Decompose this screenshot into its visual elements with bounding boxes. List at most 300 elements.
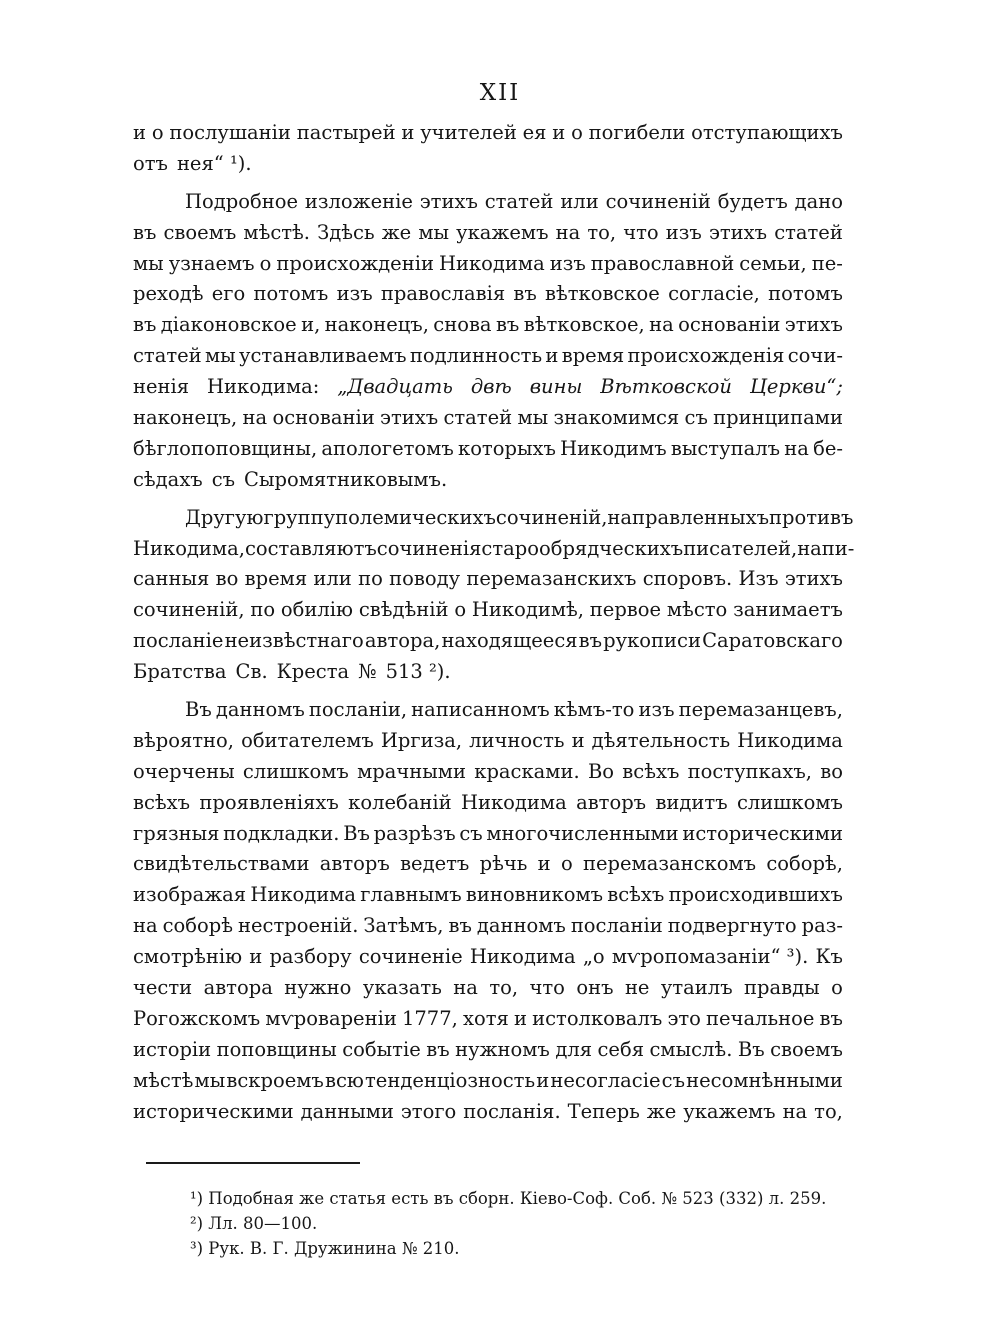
word: данномъ (215, 698, 305, 722)
word: тенденціозность (365, 1068, 536, 1092)
word: автора (203, 976, 273, 1000)
word: направленныхъ (607, 505, 769, 529)
word: ненія (133, 375, 190, 399)
word: на (133, 914, 158, 938)
word: узнаемъ (168, 251, 255, 275)
text-line (133, 788, 843, 819)
text-line (133, 626, 843, 657)
word: послушаніи (169, 121, 291, 144)
word: мѵровареніи (265, 1006, 397, 1030)
word: выступалъ (670, 436, 780, 460)
word: этихъ (784, 313, 843, 337)
word: по (358, 567, 383, 591)
word: Подробное (185, 189, 298, 213)
word: реходѣ (133, 282, 204, 306)
word: подвергнуто (667, 914, 797, 938)
text-line (133, 564, 843, 595)
word: поповщины (216, 1037, 337, 1061)
word: принципами (713, 406, 843, 430)
word: на (649, 313, 674, 337)
word: изъ (665, 220, 702, 244)
word: этого (400, 1099, 457, 1123)
word: отъ (133, 151, 168, 175)
word: съ (459, 821, 483, 845)
word: въ (426, 1037, 450, 1061)
word: занимаетъ (733, 598, 843, 622)
word: посланія. (463, 1099, 561, 1123)
word: дано (794, 189, 843, 213)
word: свидѣтельствами (133, 852, 310, 876)
word: колебаній (348, 790, 452, 814)
word: Иргиза, (380, 728, 463, 752)
word: и, (301, 313, 321, 337)
word: составляютъ (244, 536, 377, 560)
word: Теперь (567, 1099, 640, 1123)
word: смыслѣ. (649, 1037, 733, 1061)
paragraph-gap (133, 688, 843, 695)
footnote (190, 1186, 850, 1211)
text-line (133, 726, 843, 757)
word: основаніи (272, 406, 375, 430)
text-line (133, 757, 843, 788)
word: чести (133, 976, 193, 1000)
word: Никодима (469, 945, 576, 969)
text-line (133, 973, 843, 1004)
word: Въ (343, 821, 370, 845)
word: и (133, 121, 146, 144)
word: нужно (284, 976, 352, 1000)
word: о (571, 121, 583, 144)
word: православной (590, 251, 735, 275)
word: Никодима (250, 883, 357, 907)
word: 1777, (401, 1006, 458, 1030)
word: о (454, 598, 467, 622)
word: писателей, (683, 536, 798, 560)
word: красками. (474, 759, 580, 783)
word: 513 ²). (385, 660, 451, 684)
word: на (784, 436, 809, 460)
word: находящееся (441, 629, 578, 653)
word: сочиненія (376, 536, 482, 560)
word: пе- (811, 251, 843, 275)
word: своемъ (770, 1037, 843, 1061)
word: же (646, 1099, 677, 1123)
text-line (133, 187, 843, 218)
text-line (133, 310, 843, 341)
word: Никодима (438, 251, 545, 275)
word: мрачными (357, 759, 466, 783)
word: разбору (269, 945, 352, 969)
word: отступающихъ (691, 121, 843, 144)
text-line (133, 595, 843, 626)
text-line (133, 118, 843, 149)
word: рукописи (603, 629, 701, 653)
word: „Двадцать (337, 375, 453, 399)
word: Креста (276, 660, 350, 684)
word: статей (484, 189, 554, 213)
word: ведетъ (400, 852, 470, 876)
word: время (561, 344, 625, 368)
word: согласіе, (668, 282, 760, 306)
word: бе- (813, 436, 843, 460)
word: мѵропомазаніи“ ³). (611, 945, 809, 969)
word: и (249, 945, 263, 969)
word: діаконовское (160, 313, 297, 337)
word: наконецъ, (324, 313, 429, 337)
word: потомъ (768, 282, 843, 306)
word: на (453, 976, 478, 1000)
word: очерчены (133, 759, 235, 783)
word: въ (133, 313, 157, 337)
footnote (190, 1211, 850, 1236)
word: съ (211, 467, 236, 491)
text-line (133, 849, 843, 880)
word: грязныя (133, 821, 220, 845)
word: онъ (576, 976, 614, 1000)
word: въ (578, 629, 603, 653)
word: споровъ. (642, 567, 733, 591)
word: Никодима (460, 790, 567, 814)
paragraph (133, 187, 843, 496)
word: Сыромятниковымъ. (244, 467, 448, 491)
word: Рогожскомъ (133, 1006, 261, 1030)
word: подкладки. (223, 821, 340, 845)
text-line (133, 434, 843, 465)
word: обитателемъ (241, 728, 374, 752)
word: не (624, 976, 650, 1000)
word: что (529, 976, 565, 1000)
word: соборѣ (162, 914, 233, 938)
word: всѣхъ (133, 790, 191, 814)
word: перемазанцевъ, (678, 698, 843, 722)
word: рѣчь (479, 852, 528, 876)
word: событіе (342, 1037, 421, 1061)
word: обилію (280, 598, 353, 622)
word: апологетомъ (321, 436, 454, 460)
word: Св. (235, 660, 268, 684)
word: нея“ ¹). (176, 151, 252, 175)
text-line (133, 819, 843, 850)
word: и (571, 728, 585, 752)
word: Никодимѣ, (471, 598, 584, 622)
word: знакомимся (553, 406, 680, 430)
word: сѣдахъ (133, 467, 203, 491)
word: изъ (549, 251, 586, 275)
word: то, (814, 1099, 843, 1123)
word: Изъ (738, 567, 779, 591)
word: Въ (737, 1037, 765, 1061)
word: этихъ (380, 406, 439, 430)
word: посланіе (133, 629, 224, 653)
word: статей (133, 344, 202, 368)
word: всѣхъ (622, 759, 680, 783)
word: нестроеній. (237, 914, 359, 938)
word: ея (522, 121, 547, 144)
word: посланіи (570, 914, 663, 938)
word: изъ (638, 698, 675, 722)
word: историческими (133, 1099, 294, 1123)
word: авторъ (576, 790, 647, 814)
word: о (259, 251, 272, 275)
word: истолковалъ (532, 1006, 663, 1030)
word: въ (513, 282, 537, 306)
paragraph-gap (133, 496, 843, 503)
word: которыхъ (458, 436, 556, 460)
text-line (133, 372, 843, 403)
word: изъ (336, 282, 373, 306)
word: мы (205, 344, 236, 368)
page-body (133, 118, 855, 1128)
word: вѣроятно, (133, 728, 234, 752)
word: главнымъ (360, 883, 462, 907)
word: и (536, 1068, 550, 1092)
word: перемазанскомъ (582, 852, 757, 876)
word: мы (194, 1068, 226, 1092)
paragraph (133, 503, 855, 688)
word: мы (133, 251, 164, 275)
word: сочи- (787, 344, 843, 368)
word: пастырей (296, 121, 396, 144)
word: историческими (682, 821, 843, 845)
word: утаилъ (660, 976, 733, 1000)
word: первое (589, 598, 662, 622)
word: Церкви“; (749, 375, 843, 399)
word: разрѣзъ (373, 821, 456, 845)
word: личность (469, 728, 565, 752)
word: Братства (133, 660, 227, 684)
word: смотрѣнію (133, 945, 243, 969)
text-line (133, 1035, 843, 1066)
word: санныя (133, 567, 210, 591)
word: несомнѣнными (686, 1068, 843, 1092)
word: себя (597, 1037, 645, 1061)
text-line (133, 695, 843, 726)
word: погибели (588, 121, 686, 144)
word: то, (587, 220, 617, 244)
word: и (513, 1006, 527, 1030)
text-line (133, 911, 843, 942)
word: Вѣтковской (600, 375, 732, 399)
word: Затѣмъ, (363, 914, 444, 938)
word: и (401, 121, 415, 144)
text-line (133, 403, 843, 434)
word: укажемъ (683, 1099, 776, 1123)
word: мы (418, 220, 450, 244)
word: сочиненій, (495, 505, 608, 529)
word: и (545, 344, 559, 368)
word: вины (529, 375, 583, 399)
word: потомъ (253, 282, 329, 306)
word: съ (684, 406, 708, 430)
paragraph-gap (133, 180, 843, 187)
word: поступкахъ, (687, 759, 812, 783)
word: статей (443, 406, 513, 430)
word: о (560, 852, 573, 876)
word: своемъ (163, 220, 237, 244)
word: Саратовскаго (702, 629, 843, 653)
word: то, (489, 976, 519, 1000)
word: что (623, 220, 659, 244)
word: подлинность (409, 344, 543, 368)
word: Никодима (737, 728, 843, 752)
word: Никодимъ (560, 436, 667, 460)
word: православія (380, 282, 506, 306)
text-line (133, 942, 843, 973)
word: время (244, 567, 308, 591)
word: данномъ (476, 914, 566, 938)
text-line (133, 341, 843, 372)
word: посланіи, (308, 698, 408, 722)
word: авторъ (319, 852, 390, 876)
word: мѣстѣ. (243, 220, 310, 244)
word: автора, (364, 629, 441, 653)
word: основаніи (678, 313, 781, 337)
word: № (358, 660, 377, 684)
word: данными (300, 1099, 394, 1123)
word: указать (362, 976, 442, 1000)
word: вѣтковское (545, 282, 660, 306)
word: „о (582, 945, 605, 969)
word: проявленіяхъ (199, 790, 339, 814)
text-line (133, 657, 843, 688)
footnote-mark: ³) (190, 1239, 204, 1258)
word: Въ (185, 698, 212, 722)
word: слишкомъ (737, 790, 843, 814)
word: Къ (815, 945, 843, 969)
text-line (133, 465, 843, 496)
word: Здѣсь (317, 220, 375, 244)
word: для (555, 1037, 593, 1061)
word: въ (133, 220, 157, 244)
word: сочиненій, (133, 598, 245, 622)
word: изложеніе (304, 189, 413, 213)
word: правды (744, 976, 820, 1000)
word: поводу (389, 567, 461, 591)
word: вскроемъ (226, 1068, 324, 1092)
word: вѣтковское, (523, 313, 645, 337)
text-line (133, 1004, 843, 1035)
word: происхожденіи (276, 251, 434, 275)
footnote-mark: ²) (190, 1214, 204, 1233)
paragraph (133, 118, 843, 180)
text-line (133, 218, 843, 249)
word: въ (448, 914, 472, 938)
word: въ (819, 1006, 843, 1030)
word: во (215, 567, 239, 591)
word: Другую (185, 505, 264, 529)
footnote-text: Лл. 80—100. (203, 1214, 318, 1233)
word: семьи, (739, 251, 807, 275)
word: въ (495, 313, 520, 337)
text-line (133, 1066, 843, 1097)
word: о (151, 121, 164, 144)
text-line (133, 880, 843, 911)
footnote-mark: ¹) (190, 1189, 204, 1208)
word: напи- (797, 536, 855, 560)
text-line (133, 279, 843, 310)
word: двѣ (470, 375, 512, 399)
word: сочиненіе (358, 945, 463, 969)
word: старообрядческихъ (481, 536, 684, 560)
word: его (211, 282, 246, 306)
word: устанавливаемъ (239, 344, 407, 368)
word: написанномъ (411, 698, 550, 722)
word: нужномъ (455, 1037, 550, 1061)
page-number: XII (479, 80, 521, 106)
text-line (133, 503, 854, 534)
word: сочиненій (605, 189, 711, 213)
word: же (381, 220, 412, 244)
footnotes (190, 1186, 850, 1261)
word: учителей (420, 121, 517, 144)
word: соборѣ, (766, 852, 843, 876)
word: на (242, 406, 268, 430)
word: группу (263, 505, 336, 529)
word: и (552, 121, 566, 144)
word: Во (587, 759, 615, 783)
word: полемическихъ (335, 505, 496, 529)
footnote-text: Подобная же статья есть въ сборн. Кіево-Соф. Соб. № 523 (332) л. 259. (203, 1189, 827, 1208)
word: многочисленными (486, 821, 679, 845)
word: свѣдѣній (358, 598, 449, 622)
word: происходившихъ (668, 883, 843, 907)
word: противъ (768, 505, 854, 529)
word: о (831, 976, 843, 1000)
word: или (313, 567, 352, 591)
paragraph (133, 695, 843, 1127)
word: статей (774, 220, 843, 244)
word: этихъ (784, 567, 843, 591)
word: неизвѣстнаго (224, 629, 364, 653)
word: по (250, 598, 276, 622)
word: слишкомъ (242, 759, 349, 783)
word: или (560, 189, 599, 213)
footnote-rule (146, 1162, 360, 1164)
word: кѣмъ-то (553, 698, 635, 722)
word: наконецъ, (133, 406, 238, 430)
word: хотя (462, 1006, 509, 1030)
word: этихъ (708, 220, 768, 244)
footnote (190, 1236, 850, 1261)
word: мы (517, 406, 549, 430)
word: изображая (133, 883, 247, 907)
word: исторіи (133, 1037, 212, 1061)
word: мѣсто (666, 598, 728, 622)
word: несогласіе (550, 1068, 661, 1092)
text-line (133, 534, 855, 565)
word: Никодима: (207, 375, 320, 399)
word: укажемъ (456, 220, 549, 244)
word: во (820, 759, 843, 783)
word: виновникомъ (465, 883, 604, 907)
word: этихъ (419, 189, 478, 213)
word: снова (433, 313, 492, 337)
text-line (133, 1097, 843, 1128)
word: перемазанскихъ (466, 567, 637, 591)
word: раз- (801, 914, 843, 938)
word: это (667, 1006, 701, 1030)
footnote-text: Рук. В. Г. Дружинина № 210. (203, 1239, 460, 1258)
text-line (133, 149, 843, 180)
word: видитъ (655, 790, 728, 814)
word: съ (661, 1068, 685, 1092)
word: будетъ (717, 189, 788, 213)
word: мѣстѣ (133, 1068, 194, 1092)
text-line (133, 249, 843, 280)
word: на (555, 220, 581, 244)
word: происхожденія (627, 344, 785, 368)
word: и (537, 852, 551, 876)
